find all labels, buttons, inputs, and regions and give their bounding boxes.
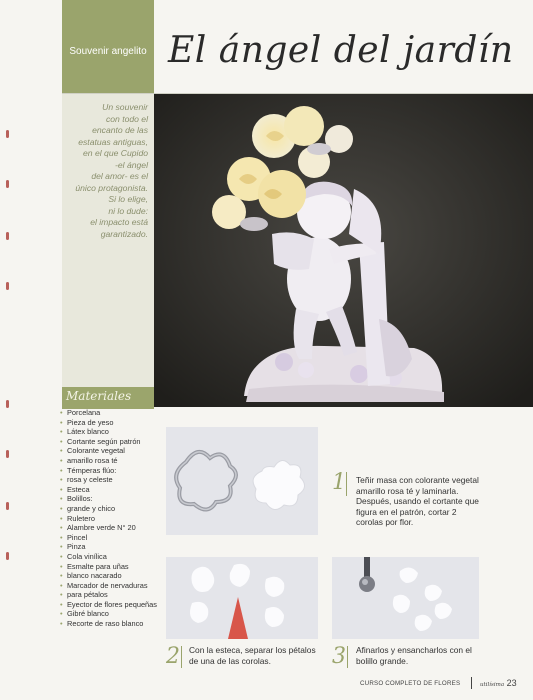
footer-label: CURSO COMPLETO DE FLORES <box>360 680 461 687</box>
intro-line: en el que Cupido <box>83 148 148 158</box>
intro-line: encanto de las <box>92 125 148 135</box>
step-3-text: Afinarlos y ensancharlos con el bolillo grande. <box>356 645 472 666</box>
page-number-block <box>480 678 517 688</box>
material-item: • Esmalte para uñas <box>60 562 170 572</box>
page-number: 23 <box>506 678 517 688</box>
section-kicker <box>62 46 154 58</box>
step-1-divider <box>346 472 347 496</box>
material-item: • Cortante según patrón <box>60 437 170 447</box>
footer-divider <box>471 677 472 689</box>
material-item: • para pétalos <box>60 590 170 600</box>
binding-hole <box>6 232 9 240</box>
material-item: • Pinza <box>60 542 170 552</box>
brand-logo: utilísima <box>480 682 505 688</box>
intro-line: ni lo dude: <box>108 205 148 216</box>
material-item: • rosa y celeste <box>60 475 170 485</box>
binding-hole <box>6 450 9 458</box>
intro-line: Si lo elige, <box>108 194 148 204</box>
intro-line: único protagonista. <box>75 182 148 193</box>
step-1-text: Teñir masa con colorante vegetal amarillo rosa té y laminarla. Después, usando el cortante que figura en el patrón, cortar 2 corolas por flor. <box>356 475 479 528</box>
ball-tool-petals-illustration <box>332 557 479 639</box>
binding-hole <box>6 502 9 510</box>
material-item: • Pieza de yeso <box>60 418 170 428</box>
step-3-divider <box>347 646 348 668</box>
material-item: • Marcador de nervaduras <box>60 581 170 591</box>
kicker-text: Souvenir angelito <box>69 46 147 57</box>
step-3-photo <box>332 557 479 639</box>
cutter-and-flower-illustration <box>166 427 318 535</box>
material-item: • Colorante vegetal <box>60 446 170 456</box>
binding-hole <box>6 130 9 138</box>
intro-line: estatuas antiguas, <box>78 136 148 147</box>
intro-line: Un souvenir <box>102 102 148 112</box>
binding-hole <box>6 180 9 188</box>
binding-hole <box>6 282 9 290</box>
material-item: • Témperas flúo: <box>60 466 170 476</box>
step-2-divider <box>181 646 182 668</box>
material-item: • Bolillos: <box>60 494 170 504</box>
material-item: • amarillo rosa té <box>60 456 170 466</box>
intro-line: con todo el <box>105 113 148 124</box>
binding-hole <box>6 552 9 560</box>
binding-hole <box>6 400 9 408</box>
material-item: • Eyector de flores pequeñas <box>60 600 170 610</box>
material-item: • grande y chico <box>60 504 170 514</box>
angel-statue-illustration <box>154 94 533 407</box>
separated-petals-illustration <box>166 557 318 639</box>
step-1-number: 1 <box>332 470 346 495</box>
material-item: • Gibré blanco <box>60 609 170 619</box>
material-item: • Esteca <box>60 485 170 495</box>
materials-title: Materiales <box>66 389 132 403</box>
material-item: • Porcelana <box>60 408 170 418</box>
materials-list <box>60 408 170 629</box>
intro-text <box>64 102 148 240</box>
step-2-text: Con la esteca, separar los pétalos de una de las corolas. <box>189 645 316 666</box>
angel-photo <box>154 94 533 407</box>
intro-line: del amor- es el <box>91 171 148 181</box>
material-item: • Cola vinílica <box>60 552 170 562</box>
material-item: • Alambre verde N° 20 <box>60 523 170 533</box>
page-title: El ángel del jardín <box>168 30 514 71</box>
step-3-number: 3 <box>332 644 346 669</box>
intro-line: garantizado. <box>100 228 148 239</box>
intro-line: -el ángel <box>115 159 148 170</box>
material-item: • Ruletero <box>60 514 170 524</box>
step-2-photo <box>166 557 318 639</box>
material-item: • Recorte de raso blanco <box>60 619 170 629</box>
intro-line: el impacto está <box>90 217 148 227</box>
step-1-photo <box>166 427 318 535</box>
material-item: • blanco nacarado <box>60 571 170 581</box>
material-item: • Pincel <box>60 533 170 543</box>
step-2-number: 2 <box>166 644 180 669</box>
material-item: • Látex blanco <box>60 427 170 437</box>
